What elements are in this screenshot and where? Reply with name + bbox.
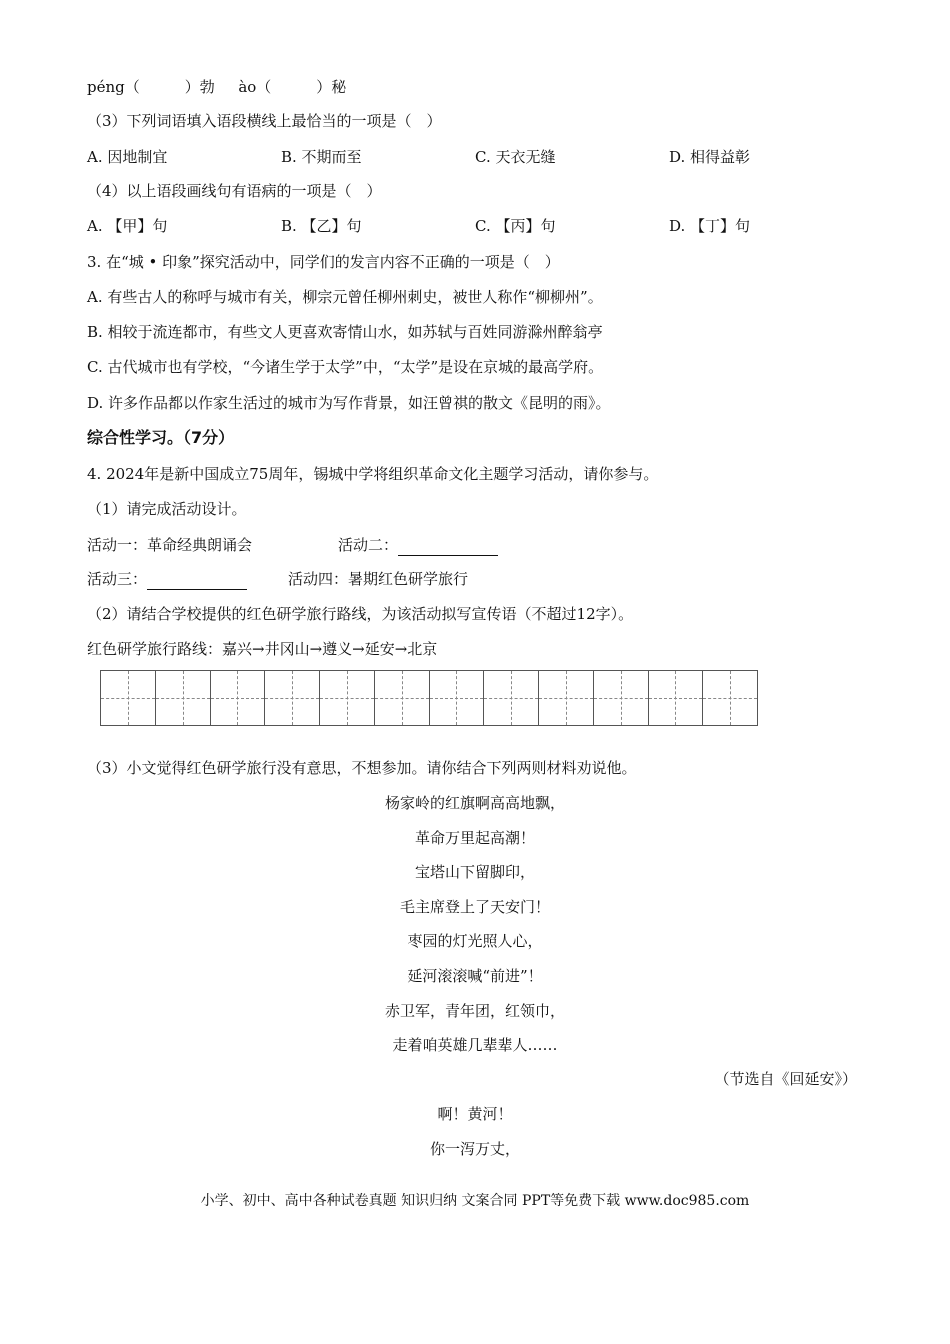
answer-grid-cell[interactable]: [539, 671, 594, 725]
poem1-line: 枣园的灯光照人心，: [407, 932, 543, 950]
q2-3-option-c: C. 天衣无缝: [475, 148, 556, 166]
answer-grid-cell[interactable]: [703, 671, 757, 725]
answer-grid-cell[interactable]: [101, 671, 156, 725]
activity-two-blank[interactable]: [398, 535, 498, 556]
poem1-line: 赤卫军，青年团，红领巾，: [384, 1002, 565, 1020]
pinyin-line: [87, 77, 346, 97]
activity-three: [87, 569, 247, 590]
pinyin-ao: ào（ ）秘: [238, 78, 347, 96]
q4-sub1: （1）请完成活动设计。: [87, 500, 247, 518]
poem1-line: 毛主席登上了天安门！: [399, 898, 550, 916]
q2-3-option-a: A. 因地制宜: [87, 148, 168, 166]
activity-four: 活动四：暑期红色研学旅行: [288, 570, 469, 588]
poem1-line: 杨家岭的红旗啊高高地飘，: [384, 794, 565, 812]
activity-one: 活动一：革命经典朗诵会: [87, 536, 253, 554]
q2-4-option-b: B. 【乙】句: [281, 217, 362, 235]
q2-4-option-d: D. 【丁】句: [669, 217, 751, 235]
q2-4-stem: （4）以上语段画线句有语病的一项是（ ）: [87, 182, 382, 200]
answer-grid-cell[interactable]: [265, 671, 320, 725]
q3-option-c: C. 古代城市也有学校，“今诸生学于太学”中，“太学”是设在京城的最高学府。: [87, 358, 604, 376]
activity-three-blank[interactable]: [147, 569, 247, 590]
q3-option-b: B. 相较于流连都市，有些文人更喜欢寄情山水，如苏轼与百姓同游滁州醉翁亭: [87, 323, 603, 341]
poem1-line: 走着咱英雄几辈辈人……: [392, 1036, 558, 1054]
q2-3-stem: （3）下列词语填入语段横线上最恰当的一项是（ ）: [87, 112, 442, 130]
section-heading: 综合性学习。（7分）: [87, 428, 235, 447]
page-footer: 小学、初中、高中各种试卷真题 知识归纳 文案合同 PPT等免费下载 www.doc985.com: [200, 1193, 750, 1209]
poem1-source: （节选自《回延安》）: [714, 1070, 857, 1088]
answer-grid-cell[interactable]: [320, 671, 375, 725]
q3-stem: 3. 在“城 • 印象”探究活动中，同学们的发言内容不正确的一项是（ ）: [87, 253, 560, 271]
answer-grid-cell[interactable]: [430, 671, 485, 725]
q2-3-option-b: B. 不期而至: [281, 148, 362, 166]
poem2-line: 你一泻万丈，: [429, 1140, 520, 1158]
poem1-line: 宝塔山下留脚印，: [414, 863, 535, 881]
activity-two-label: 活动二：: [338, 536, 399, 554]
poem2-line: 啊！黄河！: [437, 1105, 513, 1123]
answer-grid-cell[interactable]: [594, 671, 649, 725]
q2-4-option-c: C. 【丙】句: [475, 217, 556, 235]
answer-grid-cell[interactable]: [484, 671, 539, 725]
poem1-line: 革命万里起高潮！: [414, 829, 535, 847]
activity-two: [338, 535, 498, 556]
activity-three-label: 活动三：: [87, 570, 148, 588]
q4-stem: 4. 2024年是新中国成立75周年，锡城中学将组织革命文化主题学习活动，请你参与。: [87, 465, 659, 483]
answer-grid-cell[interactable]: [375, 671, 430, 725]
poem1-line: 延河滚滚喊“前进”！: [407, 967, 543, 985]
q4-sub2: （2）请结合学校提供的红色研学旅行路线，为该活动拟写宣传语（不超过12字）。: [87, 605, 634, 623]
route-line: 红色研学旅行路线：嘉兴→井冈山→遵义→延安→北京: [87, 640, 438, 658]
q4-sub3: （3）小文觉得红色研学旅行没有意思，不想参加。请你结合下列两则材料劝说他。: [87, 759, 637, 777]
pinyin-peng: péng（ ）勃: [87, 78, 215, 96]
q3-option-a: A. 有些古人的称呼与城市有关，柳宗元曾任柳州刺史，被世人称作“柳柳州”。: [87, 288, 603, 306]
answer-grid-cell[interactable]: [211, 671, 266, 725]
q3-option-d: D. 许多作品都以作家生活过的城市为写作背景，如汪曾祺的散文《昆明的雨》。: [87, 394, 611, 412]
answer-grid[interactable]: [100, 670, 758, 726]
answer-grid-cell[interactable]: [156, 671, 211, 725]
q2-3-option-d: D. 相得益彰: [669, 148, 751, 166]
q2-4-option-a: A. 【甲】句: [87, 217, 168, 235]
answer-grid-cell[interactable]: [649, 671, 704, 725]
